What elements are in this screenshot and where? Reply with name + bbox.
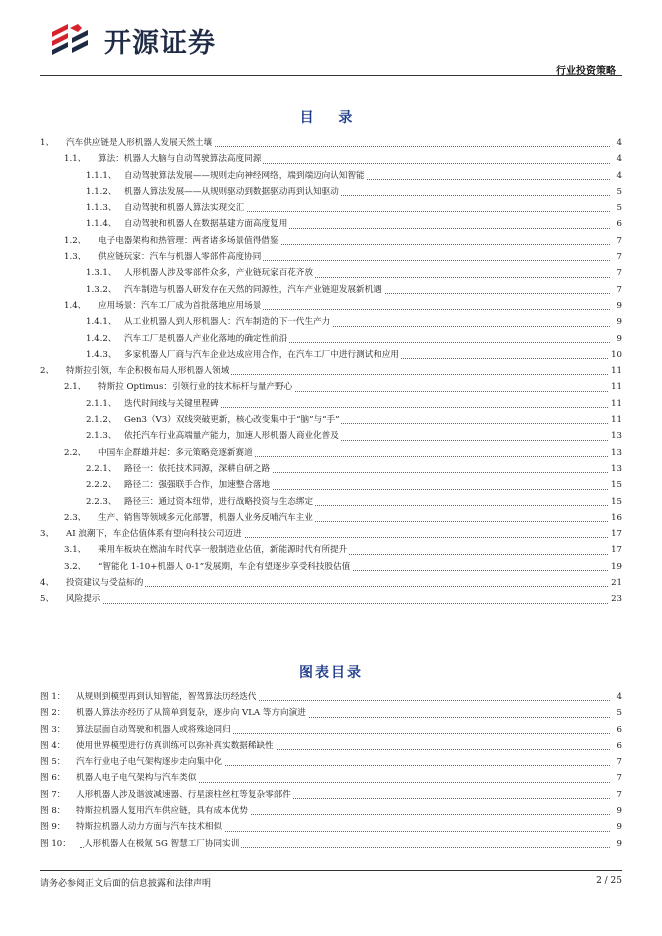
toc-entry[interactable] — [40, 168, 622, 184]
figures-title: 图表目录 — [299, 665, 363, 681]
figure-entry-number: 图 10： — [40, 838, 71, 849]
figure-entry[interactable] — [40, 705, 622, 721]
toc-entry[interactable] — [40, 184, 622, 200]
toc-leader-dots — [70, 586, 610, 587]
toc-entry-number: 2.3、 — [64, 512, 87, 523]
figure-entry-title: 机器人算法亦经历了从简单到复杂，逐步向 VLA 等方向演进 — [76, 705, 308, 721]
toc-entry-page: 17 — [609, 542, 622, 558]
toc-entry-page: 7 — [615, 249, 622, 265]
toc-entry-number: 3、 — [40, 529, 55, 540]
toc-entry-title: 中国车企群雄并起：多元策略竞逐新赛道 — [98, 445, 255, 461]
footer-disclaimer: 请务必参阅正文后面的信息披露和法律声明 — [40, 879, 212, 889]
toc-entry-title: 从工业机器人到人形机器人：汽车制造的下一代生产力 — [124, 314, 332, 330]
figure-entry-title: 特斯拉机器人动力方面与汽车技术相似 — [76, 819, 224, 835]
toc-entry-page: 11 — [609, 396, 622, 412]
toc-entry-title: 供应链玩家：汽车与机器人零部件高度协同 — [98, 249, 263, 265]
toc-entry[interactable] — [40, 151, 622, 167]
toc-entry-number: 4、 — [40, 578, 55, 589]
toc-entry-title: 乘用车板块在燃油车时代享一般制造业估值，新能源时代有所提升 — [98, 542, 349, 558]
figure-entry-number: 图 6： — [40, 773, 66, 784]
toc-entry[interactable] — [40, 135, 622, 151]
toc-entry[interactable] — [40, 575, 622, 591]
toc-entry-title: 汽车工厂是机器人产业化落地的确定性前沿 — [124, 331, 289, 347]
toc-entry-title: 特斯拉引领，车企积极布局人形机器人领域 — [66, 363, 231, 379]
figure-entry-title: 使用世界模型进行仿真训练可以弥补真实数据稀缺性 — [76, 738, 276, 754]
figure-entry-page: 9 — [615, 803, 622, 819]
toc-entry-number: 1.4.3、 — [86, 349, 117, 360]
figure-entry[interactable] — [40, 803, 622, 819]
figure-entry-number: 图 1： — [40, 692, 66, 702]
toc-entry-number: 2.2.3、 — [86, 496, 117, 507]
toc-entry-title: 迭代时间线与关键里程碑 — [124, 396, 221, 412]
toc-entry-title: 路径二：强强联手合作，加速整合落地 — [124, 477, 272, 493]
toc-entry-page: 4 — [615, 168, 622, 184]
figure-entry[interactable] — [40, 770, 622, 786]
toc-entry-number: 1.1、 — [64, 154, 87, 165]
toc-entry-page: 4 — [615, 135, 622, 151]
figure-entry-page: 6 — [615, 722, 622, 738]
figure-entry-page: 7 — [615, 754, 622, 770]
toc-entry-number: 1、 — [40, 138, 55, 148]
toc-entry-number: 1.1.4、 — [86, 219, 117, 230]
figure-entry[interactable] — [40, 787, 622, 803]
toc-entry-number: 1.3.2、 — [86, 284, 117, 295]
toc-entry-number: 3.2、 — [64, 561, 87, 572]
toc-entry-page: 7 — [615, 233, 622, 249]
figure-entry-title: 算法层面自动驾驶和机器人或将殊途同归 — [76, 722, 233, 738]
toc-entry-page: 5 — [615, 200, 622, 216]
toc-list — [40, 135, 622, 608]
toc-entry-number: 2.1.2、 — [86, 415, 117, 426]
toc-entry-number: 2.1.1、 — [86, 398, 117, 409]
toc-entry-title: 汽车供应链是人形机器人发展天然土壤 — [66, 135, 214, 151]
logo-mark-icon — [48, 18, 96, 62]
toc-entry-number: 2.2、 — [64, 447, 87, 458]
toc-entry[interactable] — [40, 428, 622, 444]
toc-entry-title: 人形机器人涉及零部件众多，产业链玩家百花齐放 — [124, 265, 315, 281]
toc-entry-number: 1.1.3、 — [86, 203, 117, 214]
toc-entry-page: 9 — [615, 331, 622, 347]
toc-entry[interactable] — [40, 494, 622, 510]
figure-entry[interactable] — [40, 689, 622, 705]
toc-entry-number: 1.1.2、 — [86, 186, 117, 197]
figure-entry-title: 从规则到模型再到认知智能，智驾算法历经迭代 — [76, 689, 258, 705]
toc-entry-page: 11 — [609, 363, 622, 379]
toc-entry-number: 1.2、 — [64, 235, 87, 246]
figure-entry-page: 9 — [615, 819, 622, 835]
figure-entry-number: 图 5： — [40, 757, 66, 768]
toc-entry-number: 1.4.2、 — [86, 333, 117, 344]
toc-entry[interactable] — [40, 542, 622, 558]
toc-entry[interactable] — [40, 396, 622, 412]
toc-entry-number: 1.3、 — [64, 252, 87, 263]
toc-entry[interactable] — [40, 445, 622, 461]
figure-entry-page: 7 — [615, 787, 622, 803]
toc-entry-title: “智能化 1-10+机器人 0-1”发展期，车企有望逐步享受科技股估值 — [98, 559, 352, 575]
toc-entry[interactable] — [40, 298, 622, 314]
toc-entry[interactable] — [40, 314, 622, 330]
toc-entry-title: 应用场景：汽车工厂成为首批落地应用场景 — [98, 298, 263, 314]
figure-entry-title: 机器人电子电气架构与汽车类似 — [76, 770, 198, 786]
footer-divider — [40, 870, 622, 871]
figure-entry-page: 9 — [615, 836, 622, 852]
toc-entry-title: 特斯拉 Optimus：引领行业的技术标杆与量产野心 — [98, 379, 294, 395]
toc-entry[interactable] — [40, 200, 622, 216]
toc-entry-number: 2.2.1、 — [86, 463, 117, 474]
toc-entry[interactable] — [40, 461, 622, 477]
toc-entry-page: 7 — [615, 282, 622, 298]
figure-entry-page: 6 — [615, 738, 622, 754]
figure-entry-number: 图 2： — [40, 708, 66, 719]
figure-entry[interactable] — [40, 738, 622, 754]
toc-entry-page: 15 — [609, 477, 622, 493]
header-divider — [40, 75, 622, 76]
toc-entry-page: 15 — [609, 494, 622, 510]
toc-entry-title: 算法：机器人大脑与自动驾驶算法高度同源 — [98, 151, 263, 167]
figure-entry[interactable] — [40, 754, 622, 770]
figures-list — [40, 689, 622, 852]
toc-entry[interactable] — [40, 282, 622, 298]
toc-entry-number: 1.4、 — [64, 300, 87, 311]
figure-entry[interactable] — [40, 819, 622, 835]
logo-text: 开源证券 — [104, 27, 216, 59]
toc-entry-page: 9 — [615, 314, 622, 330]
toc-entry-number: 2、 — [40, 366, 55, 377]
figure-entry-title: 汽车行业电子电气架构逐步走向集中化 — [76, 754, 224, 770]
toc-entry-page: 5 — [615, 184, 622, 200]
toc-entry-title: 生产、销售等领域多元化部署，机器人业务反哺汽车主业 — [98, 510, 315, 526]
toc-entry[interactable] — [40, 216, 622, 232]
figure-entry-number: 图 8： — [40, 806, 66, 817]
toc-entry-page: 4 — [615, 151, 622, 167]
figure-entry-number: 图 4： — [40, 740, 66, 751]
figure-entry[interactable] — [40, 836, 622, 852]
toc-entry-page: 9 — [615, 298, 622, 314]
toc-entry-page: 17 — [609, 526, 622, 542]
figure-entry-page: 5 — [615, 705, 622, 721]
toc-entry-page: 13 — [609, 428, 622, 444]
toc-entry-page: 16 — [609, 510, 622, 526]
page-number: 2 / 25 — [596, 876, 622, 886]
figure-entry-title: 特斯拉机器人复用汽车供应链，具有成本优势 — [76, 803, 250, 819]
toc-leader-dots — [70, 603, 610, 604]
toc-entry-title: 风险提示 — [66, 591, 102, 607]
company-logo — [48, 18, 216, 62]
toc-entry-number: 3.1、 — [64, 545, 87, 556]
figure-entry-page: 4 — [615, 689, 622, 705]
toc-entry-title: 自动驾驶和机器人算法实现交汇 — [124, 200, 246, 216]
toc-entry-number: 2.2.2、 — [86, 480, 117, 491]
toc-entry-page: 7 — [615, 265, 622, 281]
toc-entry-number: 1.4.1、 — [86, 317, 117, 328]
figure-entry-number: 图 3： — [40, 724, 66, 735]
toc-entry-page: 10 — [609, 347, 622, 363]
toc-entry-title: 汽车制造与机器人研发存在天然的同源性，汽车产业链迎发展新机遇 — [124, 282, 384, 298]
toc-entry[interactable] — [40, 559, 622, 575]
toc-entry-page: 19 — [609, 559, 622, 575]
toc-entry-title: 多家机器人厂商与汽车企业达成应用合作，在汽车工厂中进行测试和应用 — [124, 347, 401, 363]
toc-entry-page: 21 — [609, 575, 622, 591]
toc-entry[interactable] — [40, 591, 622, 607]
toc-entry-page: 11 — [609, 412, 622, 428]
toc-entry-number: 5、 — [40, 594, 55, 605]
toc-entry-number: 1.3.1、 — [86, 268, 117, 279]
toc-entry-page: 6 — [615, 216, 622, 232]
toc-entry-title: AI 浪潮下，车企估值体系有望向科技公司迈进 — [66, 526, 244, 542]
figure-entry-title: 人形机器人在极氪 5G 智慧工厂协同实训 — [84, 836, 241, 852]
toc-entry[interactable] — [40, 412, 622, 428]
toc-entry-number: 1.1.1、 — [86, 170, 117, 181]
toc-entry[interactable] — [40, 265, 622, 281]
toc-entry[interactable] — [40, 379, 622, 395]
figure-entry-number: 图 7： — [40, 789, 66, 800]
toc-entry[interactable] — [40, 347, 622, 363]
toc-entry[interactable] — [40, 249, 622, 265]
toc-entry[interactable] — [40, 331, 622, 347]
toc-entry[interactable] — [40, 363, 622, 379]
toc-entry[interactable] — [40, 510, 622, 526]
toc-entry[interactable] — [40, 477, 622, 493]
toc-entry-title: Gen3（V3）双线突破更新，核心改变集中于“脑”与“手” — [124, 412, 341, 428]
figure-entry-number: 图 9： — [40, 822, 66, 833]
toc-entry-title: 自动驾驶算法发展——规则走向神经网络，端到端迈向认知智能 — [124, 168, 367, 184]
toc-entry-title: 电子电器架构和热管理：两者诸多场景值得借鉴 — [98, 233, 280, 249]
toc-entry-page: 13 — [609, 461, 622, 477]
figure-entry-title: 人形机器人涉及谐波减速器、行星滚柱丝杠等复杂零部件 — [76, 787, 293, 803]
toc-entry-title: 自动驾驶和机器人在数据基建方面高度复用 — [124, 216, 289, 232]
toc-entry-title: 投资建议与受益标的 — [66, 575, 145, 591]
toc-entry-page: 11 — [609, 379, 622, 395]
figure-entry[interactable] — [40, 722, 622, 738]
toc-entry-page: 23 — [609, 591, 622, 607]
toc-entry[interactable] — [40, 233, 622, 249]
report-type-label: 行业投资策略 — [556, 66, 616, 77]
figure-entry-page: 7 — [615, 770, 622, 786]
toc-entry-page: 13 — [609, 445, 622, 461]
toc-entry[interactable] — [40, 526, 622, 542]
toc-entry-number: 2.1.3、 — [86, 431, 117, 442]
toc-entry-title: 依托汽车行业高端量产能力，加速人形机器人商业化普及 — [124, 428, 341, 444]
toc-entry-title: 路径一：依托技术同源，深耕自研之路 — [124, 461, 272, 477]
toc-title: 目 录 — [299, 110, 363, 126]
toc-entry-number: 2.1、 — [64, 382, 87, 393]
toc-entry-title: 机器人算法发展——从规则驱动到数据驱动再到认知驱动 — [124, 184, 341, 200]
toc-entry-title: 路径三：通过资本纽带，进行战略投资与生态绑定 — [124, 494, 315, 510]
